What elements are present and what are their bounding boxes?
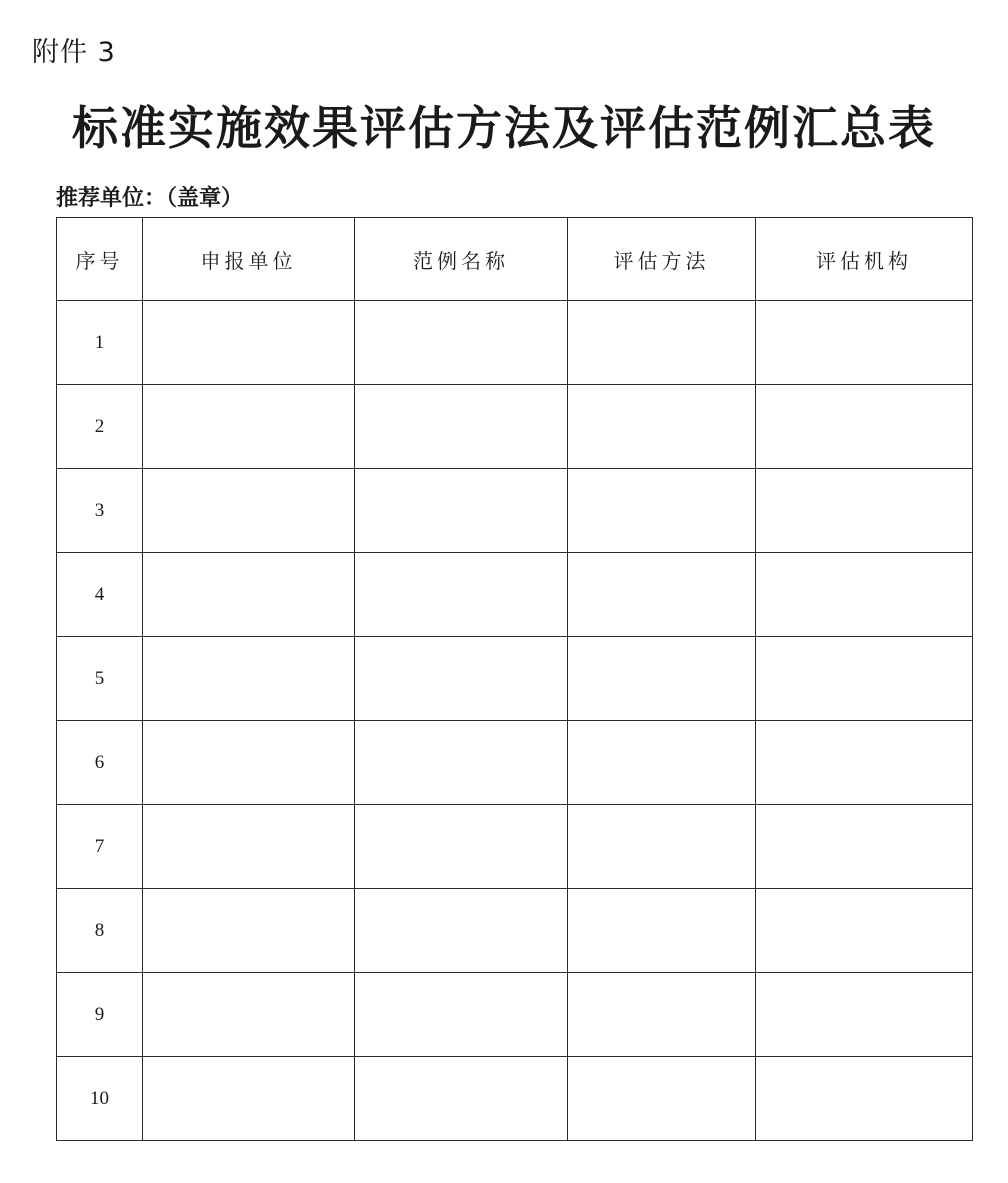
cell-example-name[interactable] — [355, 721, 568, 805]
table-row — [57, 1057, 973, 1141]
cell-applicant-unit[interactable] — [143, 301, 355, 385]
row-index: 10 — [57, 1057, 143, 1141]
cell-applicant-unit[interactable] — [143, 637, 355, 721]
table-row — [57, 469, 973, 553]
cell-evaluation-method[interactable] — [568, 301, 756, 385]
cell-example-name[interactable] — [355, 1057, 568, 1141]
table-row — [57, 889, 973, 973]
cell-example-name[interactable] — [355, 889, 568, 973]
cell-example-name[interactable] — [355, 805, 568, 889]
cell-evaluation-org[interactable] — [756, 805, 973, 889]
cell-evaluation-org[interactable] — [756, 973, 973, 1057]
table-row — [57, 973, 973, 1057]
cell-evaluation-org[interactable] — [756, 721, 973, 805]
cell-evaluation-org[interactable] — [756, 1057, 973, 1141]
cell-example-name[interactable] — [355, 553, 568, 637]
page-title: 标准实施效果评估方法及评估范例汇总表 — [72, 101, 936, 155]
cell-applicant-unit[interactable] — [143, 973, 355, 1057]
row-index: 2 — [57, 385, 143, 469]
cell-applicant-unit[interactable] — [143, 889, 355, 973]
cell-applicant-unit[interactable] — [143, 805, 355, 889]
row-index: 5 — [57, 637, 143, 721]
cell-evaluation-method[interactable] — [568, 637, 756, 721]
cell-evaluation-method[interactable] — [568, 805, 756, 889]
table-row — [57, 805, 973, 889]
header-evaluation-method: 评估方法 — [568, 218, 756, 301]
cell-example-name[interactable] — [355, 973, 568, 1057]
cell-evaluation-method[interactable] — [568, 889, 756, 973]
cell-evaluation-method[interactable] — [568, 469, 756, 553]
recommender-label: 推荐单位：（盖章） — [56, 186, 244, 211]
row-index: 7 — [57, 805, 143, 889]
cell-example-name[interactable] — [355, 637, 568, 721]
row-index: 4 — [57, 553, 143, 637]
cell-evaluation-org[interactable] — [756, 385, 973, 469]
cell-evaluation-method[interactable] — [568, 1057, 756, 1141]
cell-evaluation-org[interactable] — [756, 469, 973, 553]
cell-evaluation-org[interactable] — [756, 637, 973, 721]
row-index: 8 — [57, 889, 143, 973]
cell-applicant-unit[interactable] — [143, 469, 355, 553]
cell-example-name[interactable] — [355, 469, 568, 553]
cell-evaluation-method[interactable] — [568, 553, 756, 637]
cell-applicant-unit[interactable] — [143, 385, 355, 469]
cell-evaluation-org[interactable] — [756, 553, 973, 637]
attachment-label: 附件 3 — [32, 37, 116, 68]
header-applicant-unit: 申报单位 — [143, 218, 355, 301]
row-index: 6 — [57, 721, 143, 805]
row-index: 9 — [57, 973, 143, 1057]
table-row — [57, 721, 973, 805]
cell-evaluation-method[interactable] — [568, 385, 756, 469]
cell-applicant-unit[interactable] — [143, 721, 355, 805]
table-row — [57, 637, 973, 721]
table-row — [57, 385, 973, 469]
cell-applicant-unit[interactable] — [143, 553, 355, 637]
cell-applicant-unit[interactable] — [143, 1057, 355, 1141]
row-index: 1 — [57, 301, 143, 385]
cell-example-name[interactable] — [355, 301, 568, 385]
table-header-row — [57, 218, 973, 301]
table-row — [57, 553, 973, 637]
cell-evaluation-method[interactable] — [568, 721, 756, 805]
header-index: 序号 — [57, 218, 143, 301]
row-index: 3 — [57, 469, 143, 553]
header-example-name: 范例名称 — [355, 218, 568, 301]
header-evaluation-org: 评估机构 — [756, 218, 973, 301]
cell-example-name[interactable] — [355, 385, 568, 469]
summary-table — [56, 217, 973, 1141]
cell-evaluation-org[interactable] — [756, 889, 973, 973]
cell-evaluation-method[interactable] — [568, 973, 756, 1057]
cell-evaluation-org[interactable] — [756, 301, 973, 385]
table-row — [57, 301, 973, 385]
